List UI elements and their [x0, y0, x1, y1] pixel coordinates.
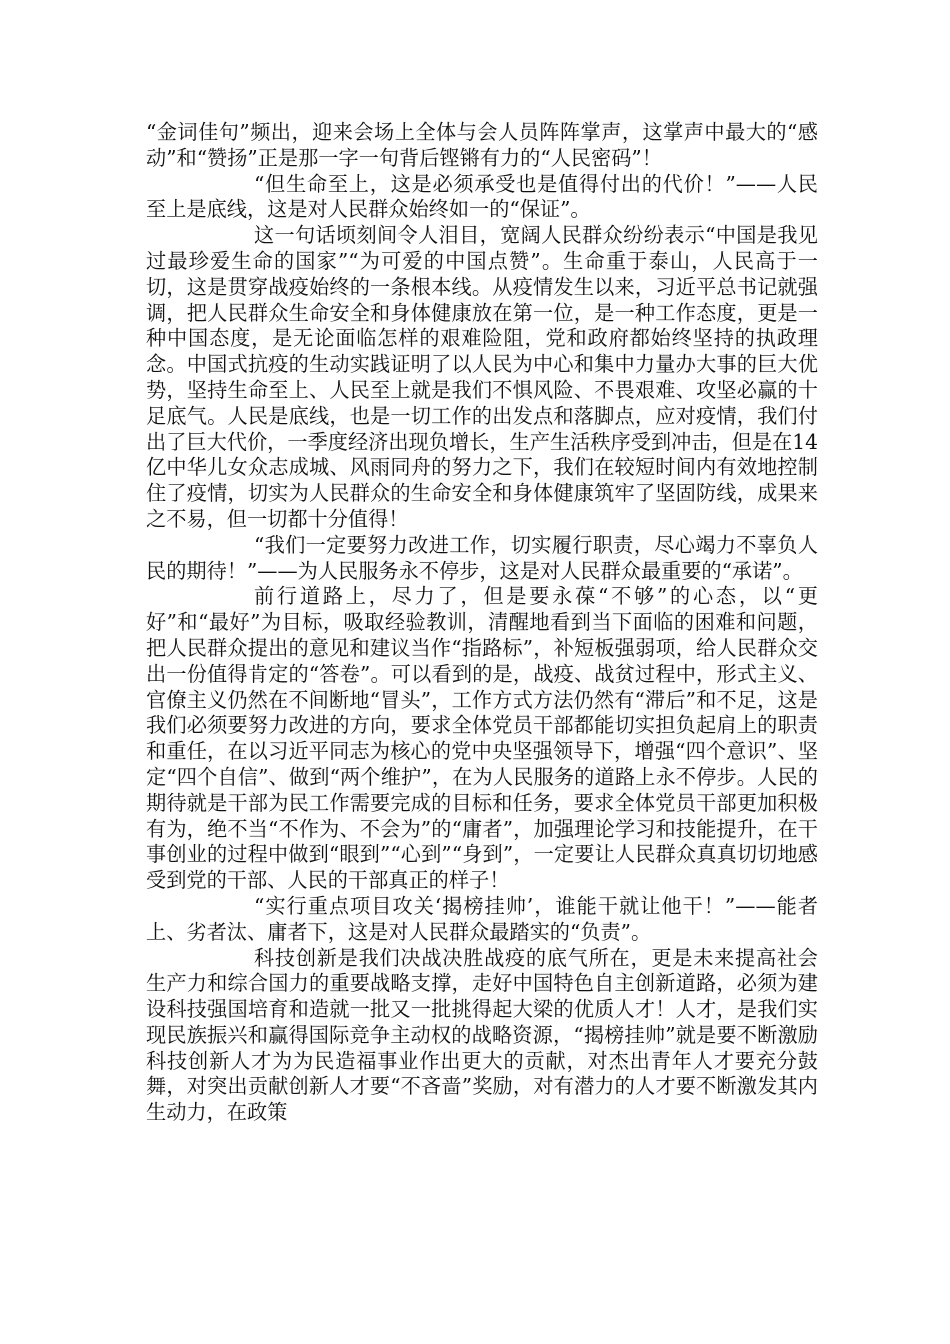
- paragraph-3: 这一句话顷刻间令人泪目，宽阔人民群众纷纷表示“中国是我见过最珍爱生命的国家”“为可爱的中国点赞”。生命重于泰山，人民高于一切，这是贯穿战疫始终的一条根本线。从疫情发生以来，习近平总书记就强调，把人民群众生命安全和身体健康放在第一位，是一种工作态度，更是一种中国态度，是无论面临怎样的艰难险阻，党和政府都始终坚持的执政理念。中国式抗疫的生动实践证明了以人民为中心和集中力量办大事的巨大优势，坚持生命至上、人民至上就是我们不惧风险、不畏艰难、攻坚必赢的十足底气。人民是底线，也是一切工作的出发点和落脚点，应对疫情，我们付出了巨大代价，一季度经济出现负增长，生产生活秩序受到冲击，但是在14亿中华儿女众志成城、风雨同舟的努力之下，我们在较短时间内有效地控制住了疫情，切实为人民群众的生命安全和身体健康筑牢了坚固防线，成果来之不易，但一切都十分值得！: [146, 223, 818, 531]
- paragraph-6: “实行重点项目攻关‘揭榜挂帅’，谁能干就让他干！”——能者上、劣者汰、庸者下，这是对人民群众最踏实的“负责”。: [146, 893, 818, 944]
- paragraph-2: “但生命至上，这是必须承受也是值得付出的代价！”——人民至上是底线，这是对人民群众始终如一的“保证”。: [146, 171, 818, 222]
- paragraph-7: 科技创新是我们决战决胜战疫的底气所在，更是未来提高社会生产力和综合国力的重要战略支撑，走好中国特色自主创新道路，必须为建设科技强国培育和造就一批又一批挑得起大梁的优质人才！人才，是我们实现民族振兴和赢得国际竞争主动权的战略资源，“揭榜挂帅”就是要不断激励科技创新人才为为民造福事业作出更大的贡献，对杰出青年人才要充分鼓舞，对突出贡献创新人才要“不吝啬”奖励，对有潜力的人才要不断激发其内生动力，在政策: [146, 945, 818, 1125]
- document-body: [146, 120, 818, 1126]
- paragraph-4: “我们一定要努力改进工作，切实履行职责，尽心竭力不辜负人民的期待！”——为人民服务永不停步，这是对人民群众最重要的“承诺”。: [146, 532, 818, 583]
- paragraph-1: “金词佳句”频出，迎来会场上全体与会人员阵阵掌声，这掌声中最大的“感动”和“赞扬”正是那一字一句背后铿锵有力的“人民密码”！: [146, 120, 818, 170]
- paragraph-5: 前行道路上，尽力了，但是要永葆“不够”的心态，以“更好”和“最好”为目标，吸取经验教训，清醒地看到当下面临的困难和问题，把人民群众提出的意见和建议当作“指路标”，补短板强弱项，给人民群众交出一份值得肯定的“答卷”。可以看到的是，战疫、战贫过程中，形式主义、官僚主义仍然在不间断地“冒头”，工作方式方法仍然有“滞后”和不足，这是我们必须要努力改进的方向，要求全体党员干部都能切实担负起肩上的职责和重任，在以习近平同志为核心的党中央坚强领导下，增强“四个意识”、坚定“四个自信”、做到“两个维护”，在为人民服务的道路上永不停步。人民的期待就是干部为民工作需要完成的目标和任务，要求全体党员干部更加积极有为，绝不当“不作为、不会为”的“庸者”，加强理论学习和技能提升，在干事创业的过程中做到“眼到”“心到”“身到”，一定要让人民群众真真切切地感受到党的干部、人民的干部真正的样子！: [146, 584, 818, 893]
